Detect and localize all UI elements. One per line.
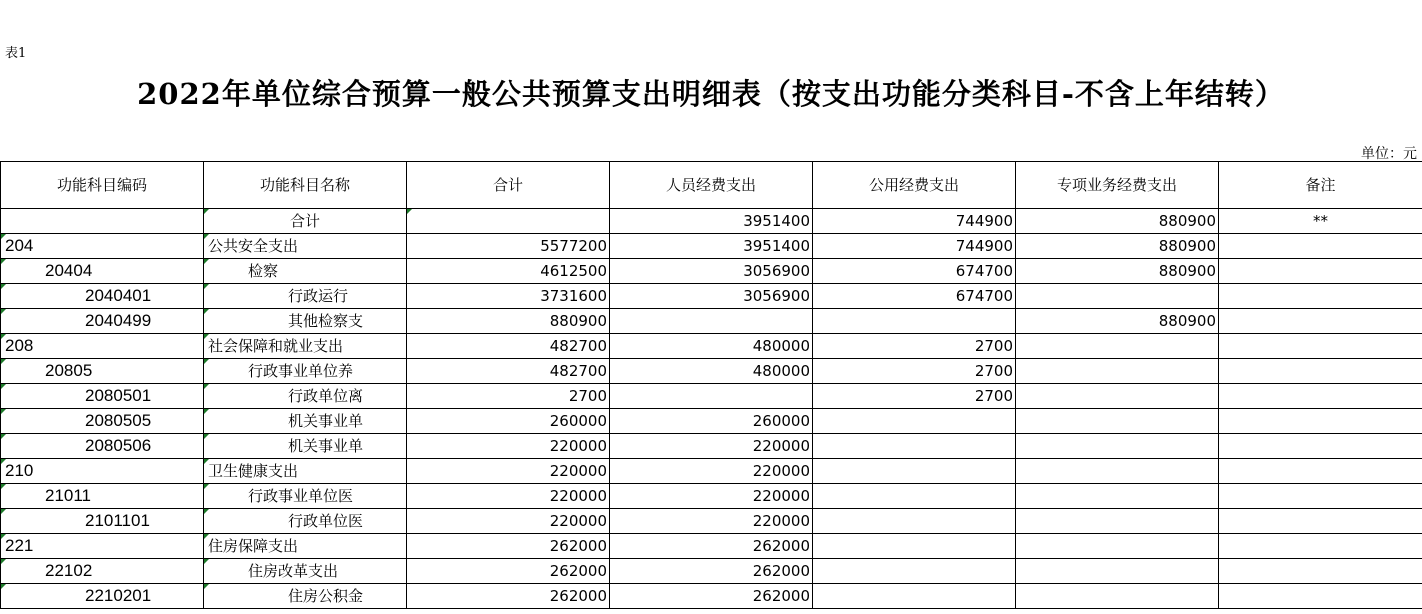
- total-special-cell: 880900: [1016, 209, 1219, 234]
- code-cell: 2080501: [1, 384, 204, 409]
- total-personnel-cell: 3951400: [610, 209, 813, 234]
- total-cell: 3731600: [407, 284, 610, 309]
- code-cell: 2080506: [1, 434, 204, 459]
- col-header-code: 功能科目编码: [1, 162, 204, 209]
- special-cell: [1016, 284, 1219, 309]
- col-header-personnel: 人员经费支出: [610, 162, 813, 209]
- note-cell: [1219, 359, 1422, 384]
- special-cell: [1016, 459, 1219, 484]
- personnel-cell: 262000: [610, 559, 813, 584]
- total-cell: 220000: [407, 484, 610, 509]
- personnel-cell: 3951400: [610, 234, 813, 259]
- public-cell: [813, 584, 1016, 609]
- public-cell: [813, 409, 1016, 434]
- note-cell: [1219, 534, 1422, 559]
- total-cell: 260000: [407, 409, 610, 434]
- table-row: [1, 409, 1422, 434]
- personnel-cell: 480000: [610, 334, 813, 359]
- table-row: [1, 459, 1422, 484]
- personnel-cell: 262000: [610, 584, 813, 609]
- total-cell: 220000: [407, 509, 610, 534]
- special-cell: [1016, 434, 1219, 459]
- total-cell: 220000: [407, 459, 610, 484]
- total-public-cell: 744900: [813, 209, 1016, 234]
- total-code-cell: [1, 209, 204, 234]
- code-cell: 20805: [1, 359, 204, 384]
- col-header-public: 公用经费支出: [813, 162, 1016, 209]
- name-cell: 公共安全支出: [204, 234, 407, 259]
- note-cell: [1219, 434, 1422, 459]
- total-cell: 262000: [407, 559, 610, 584]
- code-cell: 210: [1, 459, 204, 484]
- table-row: [1, 534, 1422, 559]
- table-row: [1, 509, 1422, 534]
- total-cell: 2700: [407, 384, 610, 409]
- special-cell: [1016, 509, 1219, 534]
- code-cell: 22102: [1, 559, 204, 584]
- col-header-special: 专项业务经费支出: [1016, 162, 1219, 209]
- total-cell: 482700: [407, 334, 610, 359]
- name-cell: 卫生健康支出: [204, 459, 407, 484]
- note-cell: [1219, 284, 1422, 309]
- total-cell: 4612500: [407, 259, 610, 284]
- total-cell: 5577200: [407, 234, 610, 259]
- table-row: [1, 309, 1422, 334]
- public-cell: 744900: [813, 234, 1016, 259]
- code-cell: 2040499: [1, 309, 204, 334]
- note-cell: [1219, 409, 1422, 434]
- note-cell: [1219, 309, 1422, 334]
- special-cell: [1016, 384, 1219, 409]
- note-cell: [1219, 584, 1422, 609]
- personnel-cell: 480000: [610, 359, 813, 384]
- code-cell: 2080505: [1, 409, 204, 434]
- note-cell: [1219, 384, 1422, 409]
- public-cell: [813, 309, 1016, 334]
- note-cell: [1219, 484, 1422, 509]
- code-cell: 204: [1, 234, 204, 259]
- table-label: 表1: [5, 46, 27, 61]
- public-cell: [813, 459, 1016, 484]
- table-row: [1, 284, 1422, 309]
- name-cell: 住房保障支出: [204, 534, 407, 559]
- document-title: 2022年单位综合预算一般公共预算支出明细表（按支出功能分类科目-不含上年结转）: [137, 77, 1285, 111]
- public-cell: [813, 434, 1016, 459]
- name-cell: 机关事业单: [204, 409, 407, 434]
- table-row: [1, 434, 1422, 459]
- public-cell: 2700: [813, 384, 1016, 409]
- budget-table-body: [1, 162, 1422, 609]
- name-cell: 住房改革支出: [204, 559, 407, 584]
- special-cell: [1016, 559, 1219, 584]
- name-cell: 其他检察支: [204, 309, 407, 334]
- public-cell: 2700: [813, 359, 1016, 384]
- personnel-cell: [610, 309, 813, 334]
- public-cell: [813, 559, 1016, 584]
- table-row: [1, 259, 1422, 284]
- code-cell: 208: [1, 334, 204, 359]
- total-cell: 220000: [407, 434, 610, 459]
- public-cell: [813, 509, 1016, 534]
- special-cell: [1016, 584, 1219, 609]
- budget-table: [0, 161, 1422, 609]
- public-cell: 674700: [813, 259, 1016, 284]
- personnel-cell: 3056900: [610, 284, 813, 309]
- personnel-cell: [610, 384, 813, 409]
- personnel-cell: 220000: [610, 509, 813, 534]
- total-cell: 262000: [407, 584, 610, 609]
- table-row: [1, 334, 1422, 359]
- table-row: [1, 584, 1422, 609]
- col-header-name: 功能科目名称: [204, 162, 407, 209]
- name-cell: 检察: [204, 259, 407, 284]
- code-cell: 21011: [1, 484, 204, 509]
- code-cell: 2210201: [1, 584, 204, 609]
- special-cell: [1016, 484, 1219, 509]
- note-cell: [1219, 259, 1422, 284]
- name-cell: 行政运行: [204, 284, 407, 309]
- name-cell: 社会保障和就业支出: [204, 334, 407, 359]
- total-cell: 880900: [407, 309, 610, 334]
- special-cell: 880900: [1016, 259, 1219, 284]
- total-row: [1, 209, 1422, 234]
- note-cell: [1219, 234, 1422, 259]
- code-cell: 2040401: [1, 284, 204, 309]
- name-cell: 住房公积金: [204, 584, 407, 609]
- total-cell: 482700: [407, 359, 610, 384]
- code-cell: 2101101: [1, 509, 204, 534]
- name-cell: 机关事业单: [204, 434, 407, 459]
- table-row: [1, 484, 1422, 509]
- public-cell: 2700: [813, 334, 1016, 359]
- name-cell: 行政单位离: [204, 384, 407, 409]
- special-cell: [1016, 334, 1219, 359]
- personnel-cell: 220000: [610, 434, 813, 459]
- code-cell: 20404: [1, 259, 204, 284]
- total-note-cell: **: [1219, 209, 1422, 234]
- table-row: [1, 384, 1422, 409]
- personnel-cell: 220000: [610, 484, 813, 509]
- code-cell: 221: [1, 534, 204, 559]
- special-cell: 880900: [1016, 309, 1219, 334]
- personnel-cell: 3056900: [610, 259, 813, 284]
- note-cell: [1219, 459, 1422, 484]
- col-header-note: 备注: [1219, 162, 1422, 209]
- total-name-cell: 合计: [204, 209, 407, 234]
- name-cell: 行政事业单位医: [204, 484, 407, 509]
- total-total-cell: [407, 209, 610, 234]
- special-cell: [1016, 409, 1219, 434]
- personnel-cell: 220000: [610, 459, 813, 484]
- public-cell: 674700: [813, 284, 1016, 309]
- name-cell: 行政单位医: [204, 509, 407, 534]
- note-cell: [1219, 559, 1422, 584]
- personnel-cell: 262000: [610, 534, 813, 559]
- unit-label: 单位：元: [1361, 146, 1417, 162]
- total-cell: 262000: [407, 534, 610, 559]
- header-row: [1, 162, 1422, 209]
- special-cell: 880900: [1016, 234, 1219, 259]
- public-cell: [813, 484, 1016, 509]
- special-cell: [1016, 359, 1219, 384]
- special-cell: [1016, 534, 1219, 559]
- public-cell: [813, 534, 1016, 559]
- note-cell: [1219, 509, 1422, 534]
- table-row: [1, 559, 1422, 584]
- table-row: [1, 359, 1422, 384]
- name-cell: 行政事业单位养: [204, 359, 407, 384]
- personnel-cell: 260000: [610, 409, 813, 434]
- note-cell: [1219, 334, 1422, 359]
- col-header-total: 合计: [407, 162, 610, 209]
- table-row: [1, 234, 1422, 259]
